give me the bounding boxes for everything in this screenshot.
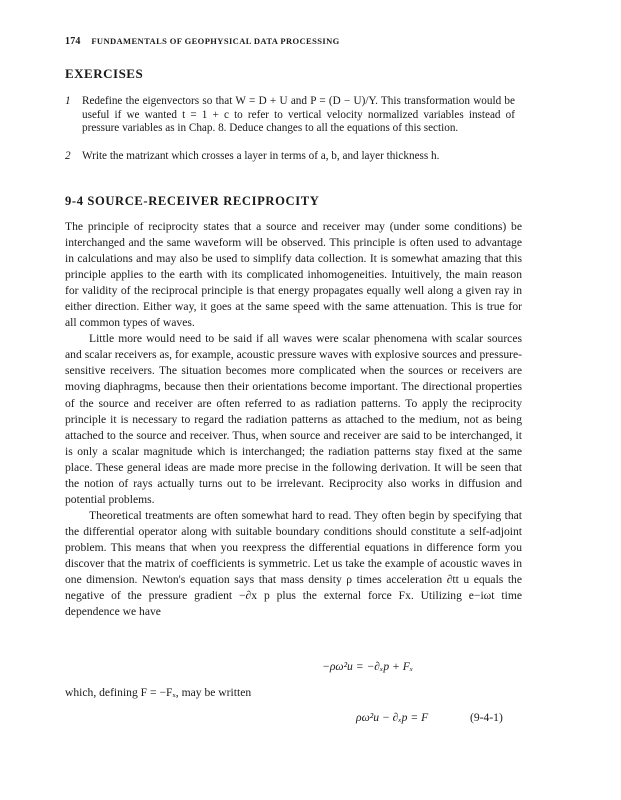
exercise-item (65, 95, 515, 136)
equation-label: (9-4-1) (470, 711, 503, 724)
equation: −ρω²u = −∂ₓp + Fₓ (322, 660, 414, 673)
equation: ρω²u − ∂ₓp = F (356, 711, 429, 724)
exercises-heading: EXERCISES (65, 66, 144, 81)
exercise-number: 2 (65, 150, 71, 162)
section-body (65, 219, 522, 620)
exercise-number: 1 (65, 95, 71, 107)
running-title: FUNDAMENTALS OF GEOPHYSICAL DATA PROCESSING (91, 36, 340, 46)
exercise-item (65, 150, 515, 164)
paragraph: Little more would need to be said if all waves were scalar phenomena with scalar sources and scalar receivers as, for example, acoustic pressure waves with explosive sources and pressure-sensitive receivers. The situation becomes more complicated when the sources or receivers are moving diaphragms, because then their orientations become important. The directional properties of the source and receiver are often referred to as radiation patterns. To apply the reciprocity principle it is necessary to regard the radiation patterns as attached to the medium, not as being attached to the source and receiver. Thus, when source and receiver are said to be interchanged, it is only a scalar magnitude which is interchanged; the radiation patterns stay fixed at the same place. These general ideas are made more precise in the following derivation. It will be seen that the notion of rays actually turns out to be irrelevant. Reciprocity also works in diffusion and potential problems. (65, 332, 522, 506)
section-heading: 9-4 SOURCE-RECEIVER RECIPROCITY (65, 194, 320, 208)
page-number: 174 (65, 36, 81, 47)
running-header (65, 36, 340, 47)
exercise-text: Write the matrizant which crosses a layer in terms of a, b, and layer thickness h. (82, 150, 440, 162)
paragraph: Theoretical treatments are often somewhat hard to read. They often begin by specifying that the differential operator along with suitable boundary conditions should constitute a self-adjoint problem. This means that when you reexpress the differential equations in difference form you discover that the matrix of coefficients is symmetric. Let us take the example of acoustic waves in one dimension. Newton's equation says that mass density ρ times acceleration ∂tt u equals the negative of the pressure gradient −∂x p plus the external force Fx. Utilizing e−iωt time dependence we have (65, 508, 522, 619)
lead-in-text: which, defining F = −Fₓ, may be written (65, 686, 252, 699)
exercise-text: Redefine the eigenvectors so that W = D + U and P = (D − U)/Y. This transformation would be useful if we wanted t = 1 + c to refer to vertical velocity normalized variables instead of pressure variables as in Chap. 8. Deduce changes to all the equations of this section. (82, 95, 515, 135)
paragraph: The principle of reciprocity states that a source and receiver may (under some conditions) be interchanged and the same waveform will be observed. This principle is often used to advantage in calculations and may also be used to simplify data collection. It is somewhat amazing that this principle applies to the earth with its complicated inhomogeneities. Intuitively, the main reason for validity of the reciprocal principle is that energy propagates equally well along a given ray in either direction. Either way, it goes at the same speed with the same attenuation. This is true for all common types of waves. (65, 220, 522, 330)
